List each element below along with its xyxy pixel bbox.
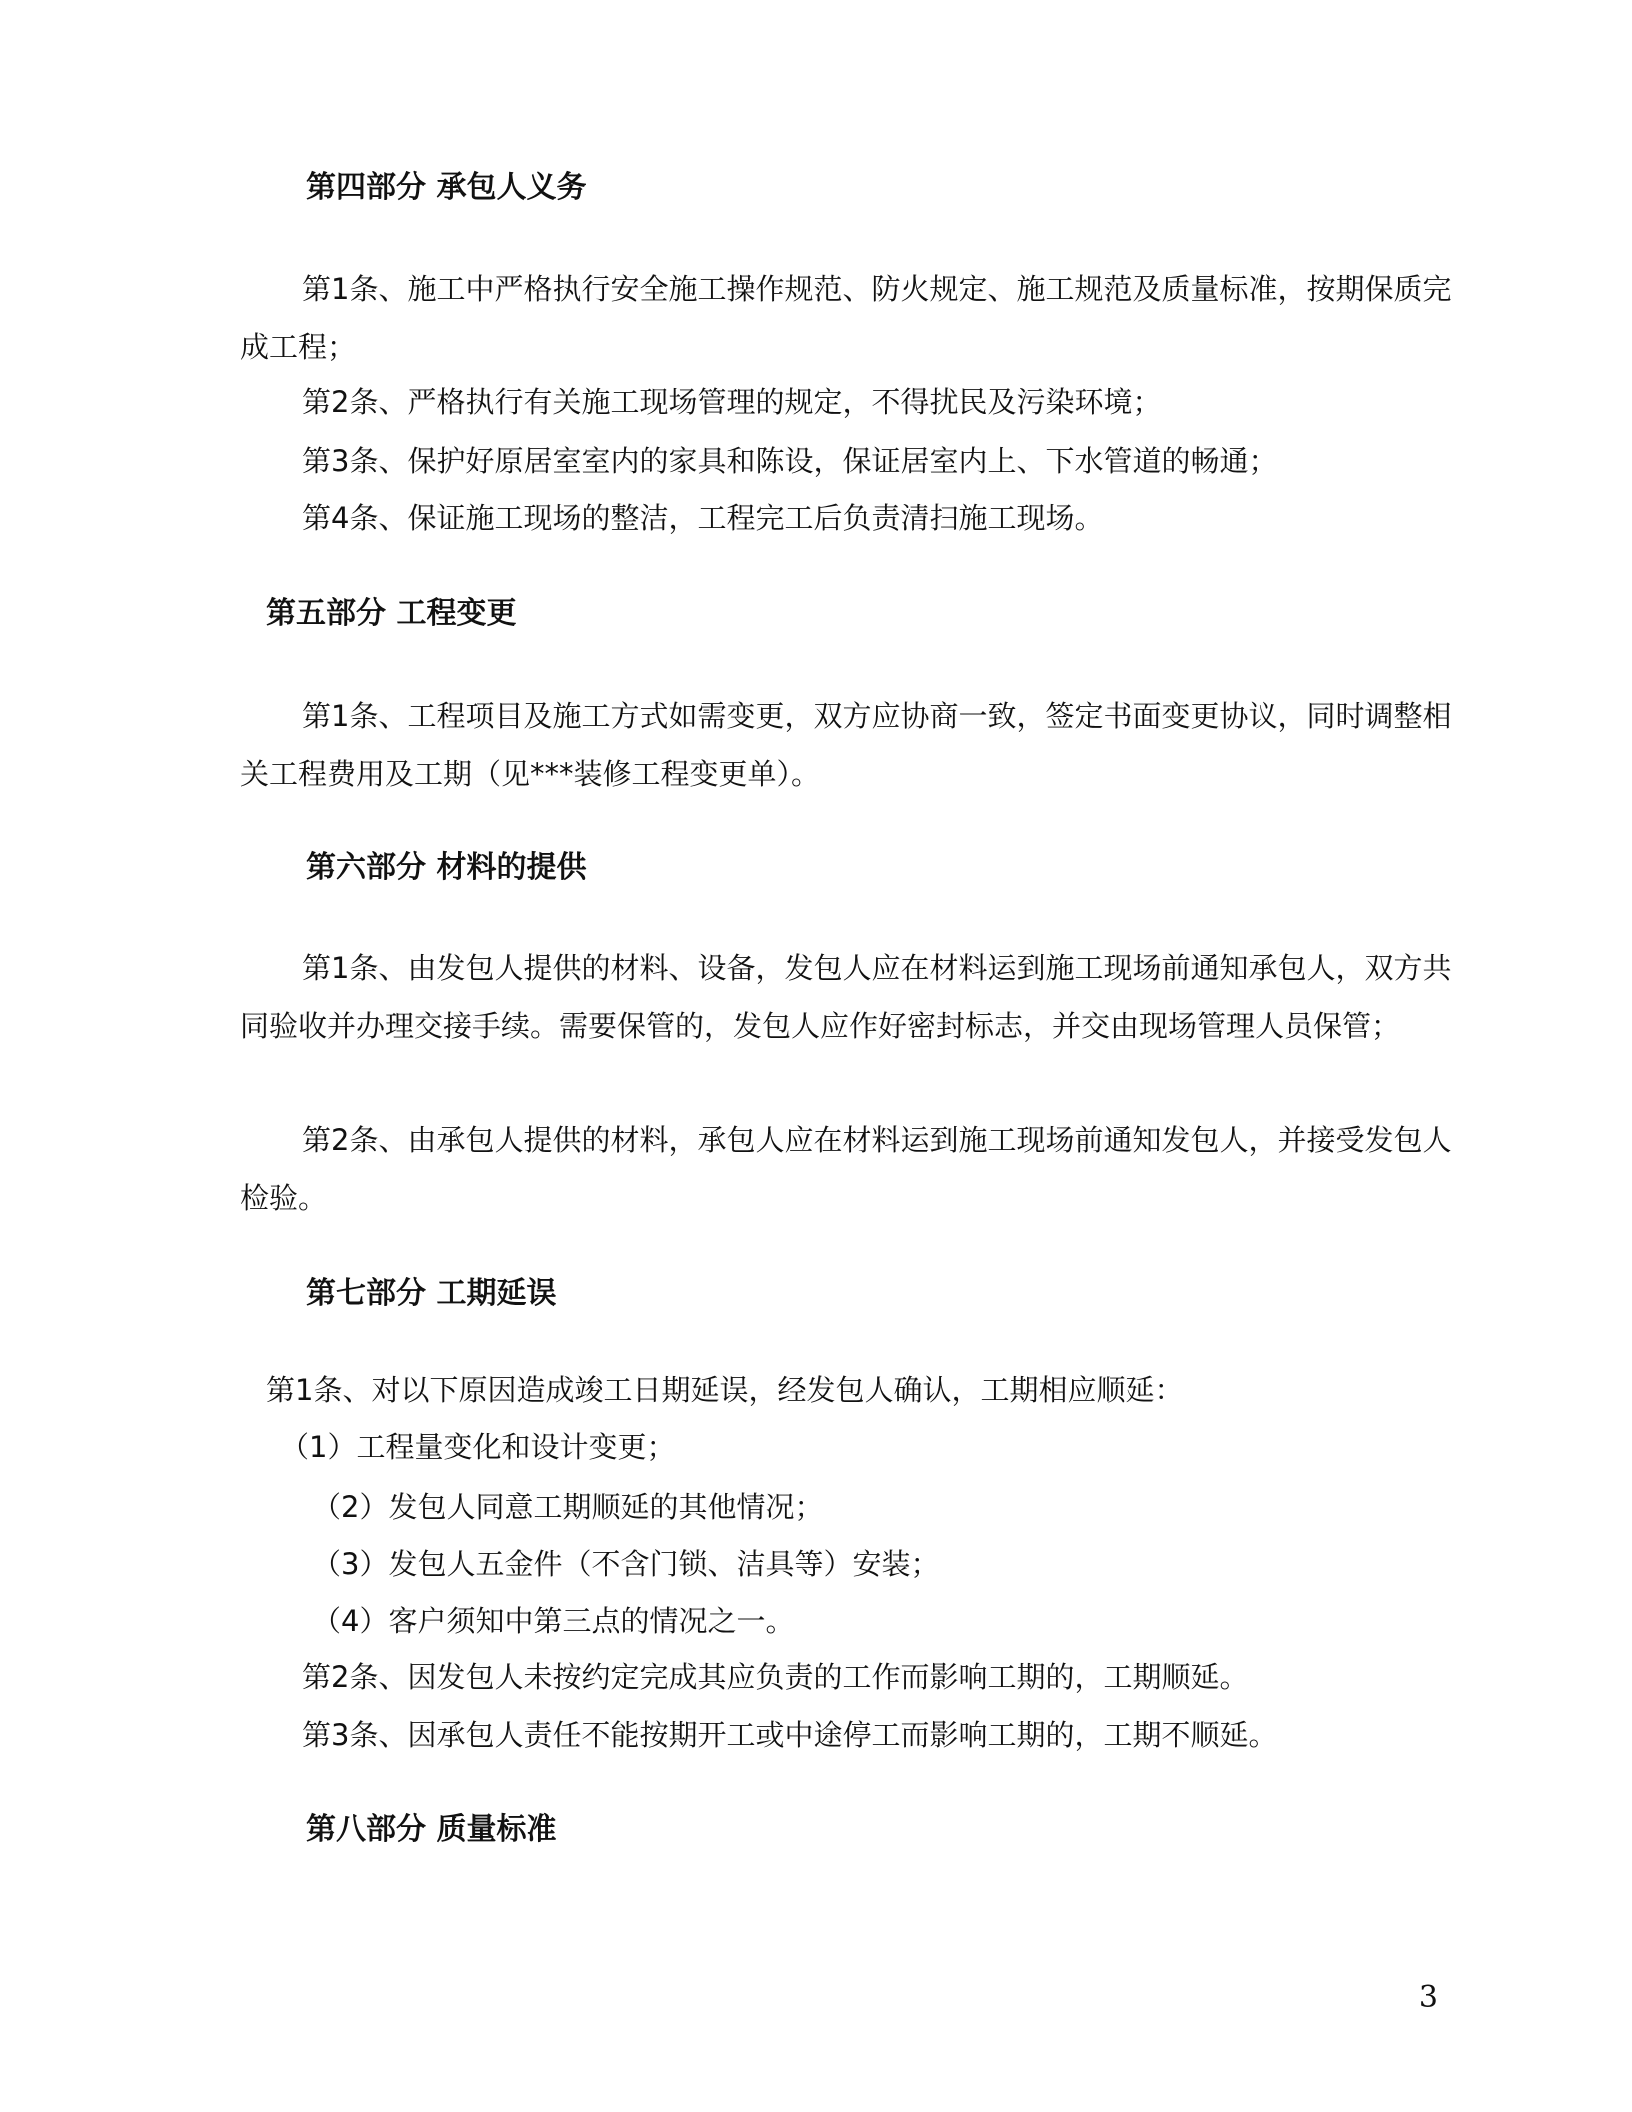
section-heading-4: 第四部分 承包人义务	[306, 170, 587, 205]
article-6-2: 第2条、由承包人提供的材料，承包人应在材料运到施工现场前通知发包人，并接受发包人检验。	[240, 1123, 1452, 1215]
article-4-3: 第3条、保护好原居室室内的家具和陈设，保证居室内上、下水管道的畅通；	[302, 444, 1278, 478]
article-7-1-item-2: （2）发包人同意工期顺延的其他情况；	[312, 1490, 824, 1524]
section-heading-7: 第七部分 工期延误	[306, 1276, 557, 1311]
section-heading-8: 第八部分 质量标准	[306, 1812, 557, 1847]
article-5-1: 第1条、工程项目及施工方式如需变更，双方应协商一致，签定书面变更协议，同时调整相关工程费用及工期（见***装修工程变更单）。	[240, 699, 1452, 791]
article-4-1: 第1条、施工中严格执行安全施工操作规范、防火规定、施工规范及质量标准，按期保质完成工程；	[240, 272, 1452, 364]
section-heading-5: 第五部分 工程变更	[266, 596, 517, 631]
article-7-2: 第2条、因发包人未按约定完成其应负责的工作而影响工期的，工期顺延。	[302, 1660, 1249, 1694]
article-7-1-item-3: （3）发包人五金件（不含门锁、洁具等）安装；	[312, 1547, 940, 1581]
section-heading-6: 第六部分 材料的提供	[306, 850, 587, 885]
article-4-2: 第2条、严格执行有关施工现场管理的规定，不得扰民及污染环境；	[302, 385, 1162, 419]
article-7-1: 第1条、对以下原因造成竣工日期延误，经发包人确认，工期相应顺延：	[266, 1373, 1184, 1407]
article-7-3: 第3条、因承包人责任不能按期开工或中途停工而影响工期的，工期不顺延。	[302, 1718, 1278, 1752]
article-7-1-item-1: （1）工程量变化和设计变更；	[280, 1430, 676, 1464]
article-4-4: 第4条、保证施工现场的整洁，工程完工后负责清扫施工现场。	[302, 501, 1104, 535]
article-6-1: 第1条、由发包人提供的材料、设备，发包人应在材料运到施工现场前通知承包人，双方共同验收并办理交接手续。需要保管的，发包人应作好密封标志，并交由现场管理人员保管；	[240, 951, 1452, 1043]
article-7-1-item-4: （4）客户须知中第三点的情况之一。	[312, 1604, 795, 1638]
page-number: 3	[1418, 1980, 1438, 2015]
